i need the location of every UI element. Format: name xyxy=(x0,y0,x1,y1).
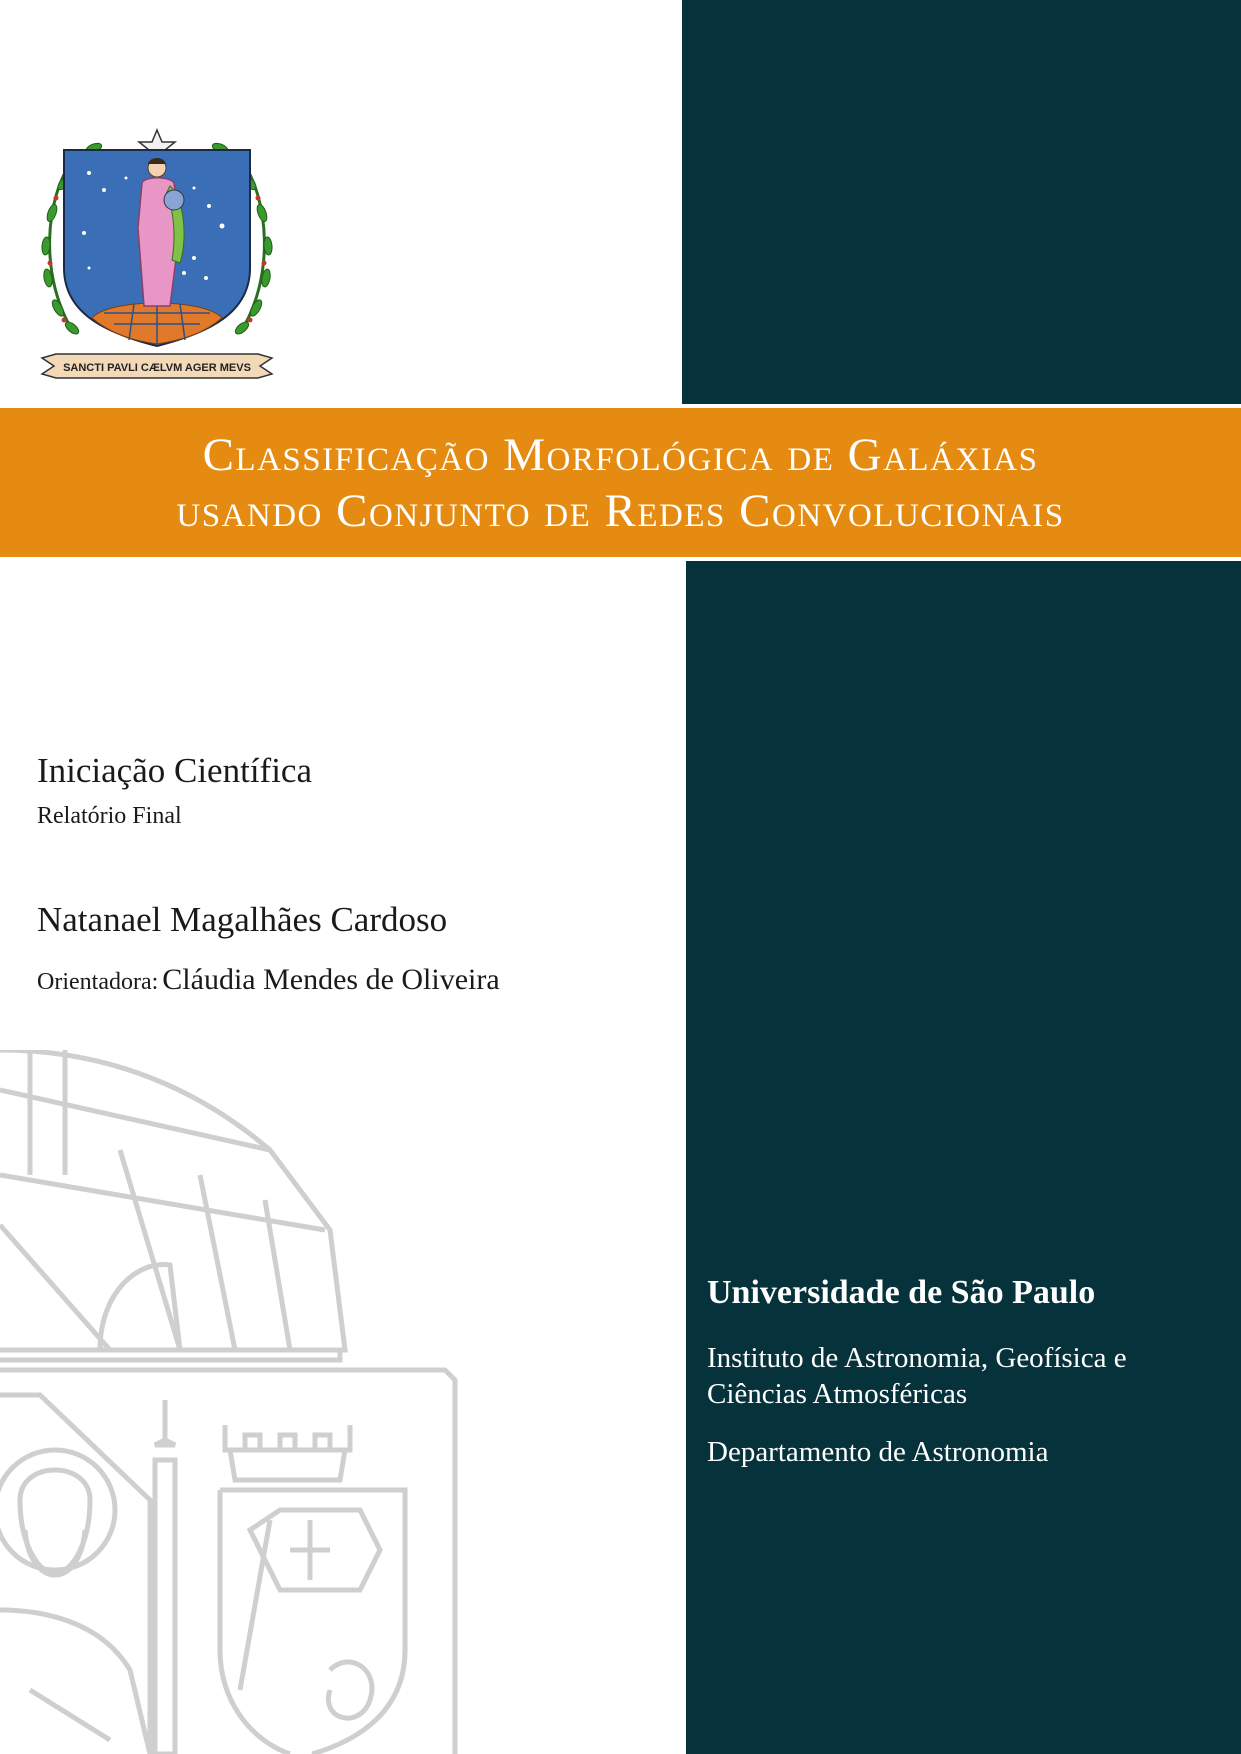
title-band xyxy=(0,408,1241,557)
top-color-panel xyxy=(682,0,1241,404)
university-name: Universidade de São Paulo xyxy=(707,1274,1096,1311)
author-name: Natanael Magalhães Cardoso xyxy=(37,900,448,939)
institute-name: Instituto de Astronomia, Geofísica e Ciências Atmosféricas xyxy=(707,1342,1127,1410)
advisor-label: Orientadora: xyxy=(37,969,159,995)
title-line-2: usando Conjunto de Redes Convolucionais xyxy=(176,484,1065,537)
usp-crest-icon xyxy=(34,128,280,384)
observatory-watermark-icon xyxy=(0,1050,470,1754)
crest-motto: SANCTI PAVLI CÆLVM AGER MEVS xyxy=(63,362,251,374)
program-name: Iniciação Científica xyxy=(37,751,312,790)
advisor-name: Cláudia Mendes de Oliveira xyxy=(162,963,500,996)
advisor-line xyxy=(37,963,500,997)
bottom-color-panel xyxy=(686,561,1241,1754)
title-line-1: Classificação Morfológica de Galáxias xyxy=(202,428,1039,481)
department-name: Departamento de Astronomia xyxy=(707,1436,1049,1468)
report-type: Relatório Final xyxy=(37,803,182,829)
